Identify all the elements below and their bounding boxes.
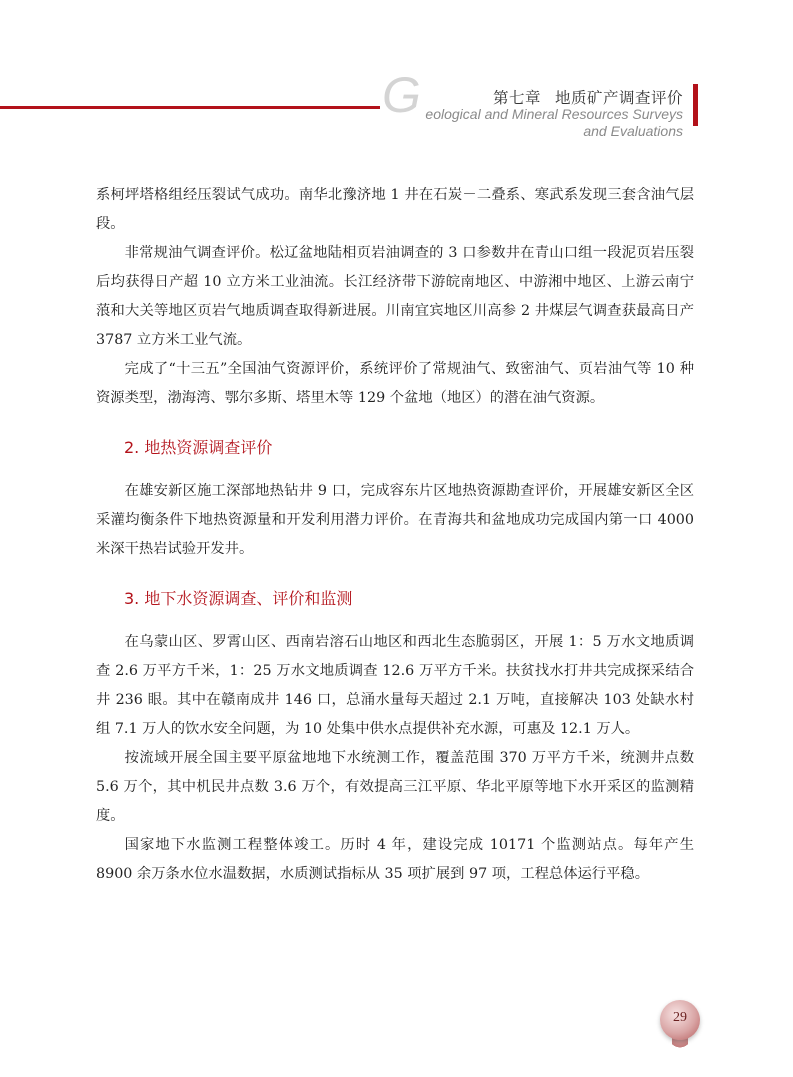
chapter-heading bbox=[493, 86, 683, 108]
header-rule bbox=[0, 106, 380, 109]
page-number: 29 bbox=[673, 1010, 687, 1025]
header-accent-bar bbox=[693, 84, 698, 126]
chapter-title: 地质矿产调查评价 bbox=[554, 89, 683, 107]
paragraph: 在雄安新区施工深部地热钻井 9 口，完成容东片区地热资源勘查评价，开展雄安新区全区采灌均衡条件下地热资源量和开发利用潜力评价。在青海共和盆地成功完成国内第一口 4000 米深干热岩试验开发井。 bbox=[96, 483, 694, 557]
paragraph: 在乌蒙山区、罗霄山区、西南岩溶石山地区和西北生态脆弱区，开展 1：5 万水文地质调查 2.6 万平方千米，1：25 万水文地质调查 12.6 万平方千米。扶贫找水打井共完成探采结合井 236 眼。其中在赣南成井 146 口，总涌水量每天超过 2.1 万吨，直接解决 103 处缺水村组 7.1 万人的饮水安全问题，为 10 处集中供水点提供补充水源，可惠及 12.1 万人。 bbox=[96, 634, 694, 737]
paragraph-continued: 系柯坪塔格组经压裂试气成功。南华北豫济地 1 井在石炭－二叠系、寒武系发现三套含油气层段。 bbox=[96, 187, 694, 232]
header-big-letter: G bbox=[382, 67, 421, 123]
english-title-line2: and Evaluations bbox=[583, 123, 683, 139]
section-heading: 3. 地下水资源调查、评价和监测 bbox=[124, 589, 353, 608]
paragraph: 国家地下水监测工程整体竣工。历时 4 年，建设完成 10171 个监测站点。每年产生 8900 余万条水位水温数据，水质测试指标从 35 项扩展到 97 项，工程总体运行平稳。 bbox=[96, 837, 694, 882]
paragraph: 非常规油气调查评价。松辽盆地陆相页岩油调查的 3 口参数井在青山口组一段泥页岩压裂后均获得日产超 10 立方米工业油流。长江经济带下游皖南地区、中游湘中地区、上游云南宁蒗和大关等地区页岩气地质调查取得新进展。川南宜宾地区川高参 2 井煤层气调查获最高日产 3787 立方米工业气流。 bbox=[96, 245, 694, 348]
english-title-line1: eological and Mineral Resources Surveys bbox=[425, 106, 683, 122]
chapter-number: 第七章 bbox=[492, 89, 541, 107]
section-heading: 2. 地热资源调查评价 bbox=[124, 438, 273, 457]
paragraph: 完成了“十三五”全国油气资源评价，系统评价了常规油气、致密油气、页岩油气等 10 种资源类型，渤海湾、鄂尔多斯、塔里木等 129 个盆地（地区）的潜在油气资源。 bbox=[96, 361, 694, 406]
main-content bbox=[96, 181, 694, 889]
page-number-badge bbox=[660, 1000, 700, 1040]
paragraph: 按流域开展全国主要平原盆地地下水统测工作，覆盖范围 370 万平方千米，统测井点数 5.6 万个，其中机民井点数 3.6 万个，有效提高三江平原、华北平原等地下水开采区的监测精度。 bbox=[96, 750, 694, 824]
